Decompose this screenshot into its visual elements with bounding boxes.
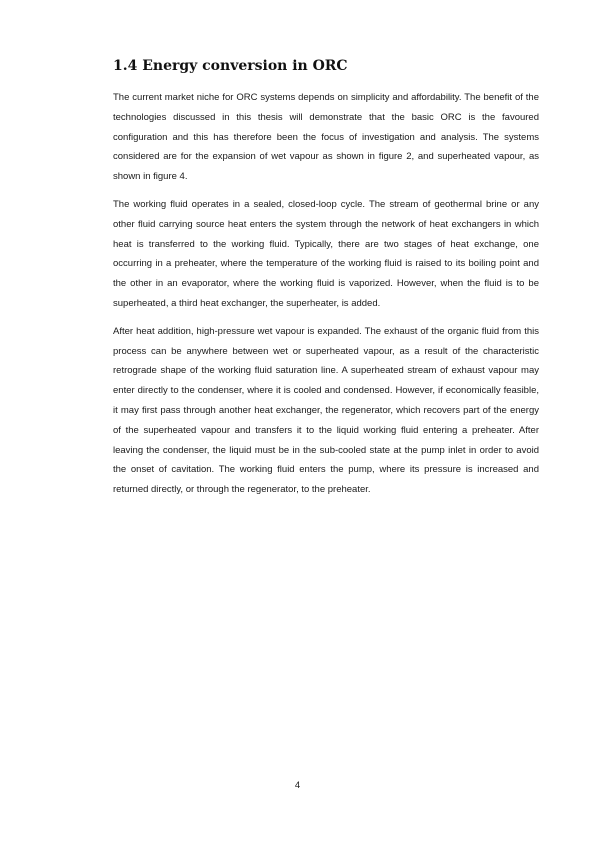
section-heading: 1.4 Energy conversion in ORC: [113, 58, 348, 74]
paragraph-orc-market-niche: The current market niche for ORC systems depends on simplicity and affordability. The benefit of the technologies discussed in this thesis will demonstrate that the basic ORC is the favoured configuration and this has therefore been the focus of investigation and analysis. The systems considered are for the expansion of wet vapour as shown in figure 2, and superheated vapour, as shown in figure 4.: [113, 92, 539, 183]
body-text: [113, 88, 539, 508]
paragraph-working-fluid-cycle: The working fluid operates in a sealed, closed-loop cycle. The stream of geothermal brine or any other fluid carrying source heat enters the system through the network of heat exchangers in which heat is transferred to the working fluid. Typically, there are two stages of heat exchange, one occurring in a preheater, where the temperature of the working fluid is raised to its boiling point and the other in an evaporator, where the working fluid is vaporized. However, when the fluid is to be superheated, a third heat exchanger, the superheater, is added.: [113, 198, 539, 309]
page-number: 4: [294, 780, 301, 791]
paragraph-heat-addition-expansion: After heat addition, high-pressure wet vapour is expanded. The exhaust of the organic fluid from this process can be anywhere between wet or superheated vapour, as a result of the characteristic retrograde shape of the working fluid saturation line. A superheated stream of exhaust vapour may enter directly to the condenser, where it is cooled and condensed. However, if economically feasible, it may first pass through another heat exchanger, the regenerator, which recovers part of the energy of the superheated vapour and transfers it to the liquid working fluid entering a preheater. After leaving the condenser, the liquid must be in the sub-cooled state at the pump inlet in order to avoid the onset of cavitation. The working fluid enters the pump, where its pressure is increased and returned directly, or through the regenerator, to the preheater.: [113, 325, 539, 496]
